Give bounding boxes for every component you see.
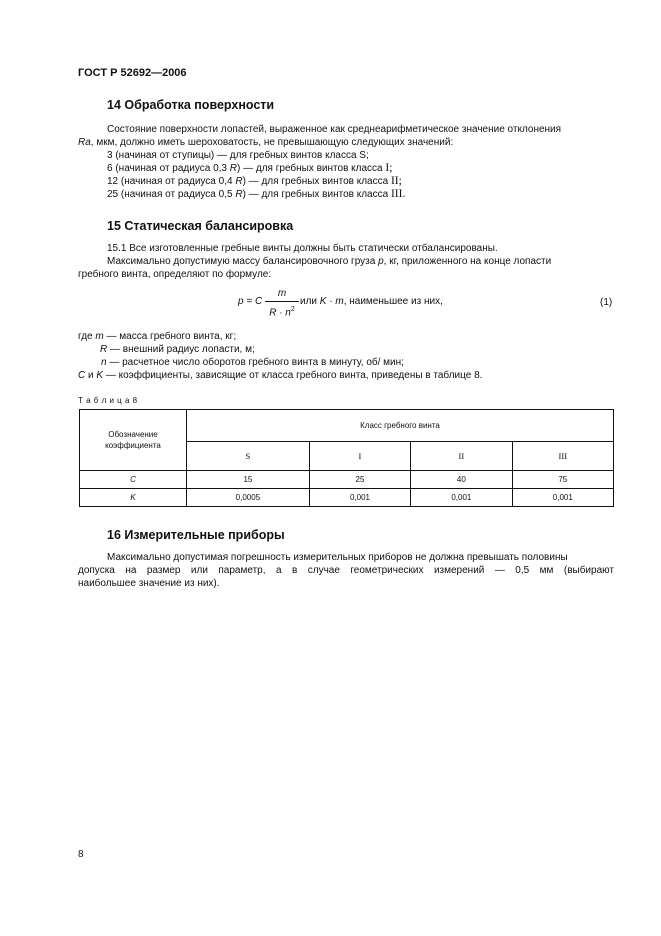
where-item: R — внешний радиус лопасти, м; bbox=[100, 344, 255, 355]
class-header: III bbox=[512, 442, 613, 471]
list-item-text: ) — для гребных винтов класса bbox=[242, 189, 391, 200]
section-16-line: допуска на размер или параметр, а в случае геометрических измерений — 0,5 мм (выбирают bbox=[78, 565, 614, 576]
table-cell: C bbox=[80, 471, 187, 489]
radius-symbol: R bbox=[229, 163, 237, 174]
section-15-title: 15 Статическая балансировка bbox=[107, 219, 294, 233]
section-15-para-3: гребного винта, определяют по формуле: bbox=[78, 269, 272, 280]
table-cell: 0,001 bbox=[411, 489, 512, 507]
table-cell: K bbox=[80, 489, 187, 507]
section-14-para-line2 bbox=[78, 136, 453, 149]
list-item bbox=[107, 162, 392, 175]
list-item-text: 3 (начиная от ступицы) — для гребных винтов класса S; bbox=[107, 150, 369, 161]
list-item bbox=[107, 149, 369, 162]
class-label: III. bbox=[390, 188, 406, 200]
para-text: Максимально допустимую массу балансировочного груза bbox=[107, 256, 379, 267]
table-row bbox=[80, 471, 614, 489]
section-16-title: 16 Измерительные приборы bbox=[107, 528, 285, 542]
class-header: II bbox=[411, 442, 512, 471]
table-cell: 25 bbox=[309, 471, 410, 489]
section-14-para-line1: Состояние поверхности лопастей, выраженное как среднеарифметическое значение отклонения bbox=[107, 124, 562, 135]
fraction-bar bbox=[265, 301, 299, 302]
ra-symbol: Ra bbox=[78, 137, 91, 148]
list-item bbox=[107, 188, 405, 201]
table-row bbox=[80, 489, 614, 507]
table-cell: 75 bbox=[512, 471, 613, 489]
list-item-text: ) — для гребных винтов класса bbox=[237, 163, 386, 174]
table-cell: 40 bbox=[411, 471, 512, 489]
table-caption: Т а б л и ц а 8 bbox=[78, 396, 138, 405]
where-item: C и K — коэффициенты, зависящие от класса гребного винта, приведены в таблице 8. bbox=[78, 370, 483, 381]
coefficient-table bbox=[79, 409, 614, 507]
class-header: I bbox=[309, 442, 410, 471]
formula-number: (1) bbox=[600, 297, 613, 308]
list-item-text: 12 (начиная от радиуса 0,4 bbox=[107, 176, 236, 187]
formula-denominator: $R \cdot n^2$ bbox=[269, 306, 295, 319]
table-cell: 15 bbox=[187, 471, 310, 489]
formula-lhs: p = C bbox=[238, 296, 263, 307]
list-item-text: 25 (начиная от радиуса 0,5 bbox=[107, 189, 236, 200]
p-symbol: p bbox=[378, 256, 384, 267]
formula-numerator: m bbox=[277, 288, 287, 299]
section-15-para-2 bbox=[78, 255, 614, 268]
list-item bbox=[107, 175, 402, 188]
table-head-left: Обозначение коэффициента bbox=[80, 410, 187, 471]
page-number: 8 bbox=[78, 849, 84, 860]
section-14-para-line2-text: , мкм, должно иметь шероховатость, не превышающую следующих значений: bbox=[90, 137, 454, 148]
document-header: ГОСТ Р 52692—2006 bbox=[78, 67, 187, 79]
section-16-line: наибольшее значение из них). bbox=[78, 578, 220, 589]
class-label: I; bbox=[385, 162, 393, 174]
table-head-group: Класс гребного винта bbox=[187, 410, 614, 442]
para-text: , кг, приложенного на конце лопасти bbox=[383, 256, 552, 267]
table-cell: 0,001 bbox=[309, 489, 410, 507]
section-14-title: 14 Обработка поверхности bbox=[107, 98, 275, 112]
list-item-text: 6 (начиная от радиуса 0,3 bbox=[107, 163, 230, 174]
table-cell: 0,001 bbox=[512, 489, 613, 507]
class-header: S bbox=[187, 442, 310, 471]
where-item: где m — масса гребного винта, кг; bbox=[78, 331, 237, 342]
section-15-para-1: 15.1 Все изготовленные гребные винты должны быть статически отбалансированы. bbox=[107, 243, 498, 254]
formula-fraction bbox=[265, 287, 299, 319]
where-item: n — расчетное число оборотов гребного винта в минуту, об/ мин; bbox=[101, 357, 404, 368]
section-14-para bbox=[78, 123, 614, 136]
class-label: II; bbox=[390, 175, 402, 187]
formula-tail: или K · m, наименьшее из них, bbox=[300, 296, 443, 307]
section-16-line: Максимально допустимая погрешность измерительных приборов не должна превышать половины bbox=[107, 552, 568, 563]
table-cell: 0,0005 bbox=[187, 489, 310, 507]
radius-symbol: R bbox=[235, 189, 243, 200]
radius-symbol: R bbox=[235, 176, 243, 187]
list-item-text: ) — для гребных винтов класса bbox=[242, 176, 391, 187]
